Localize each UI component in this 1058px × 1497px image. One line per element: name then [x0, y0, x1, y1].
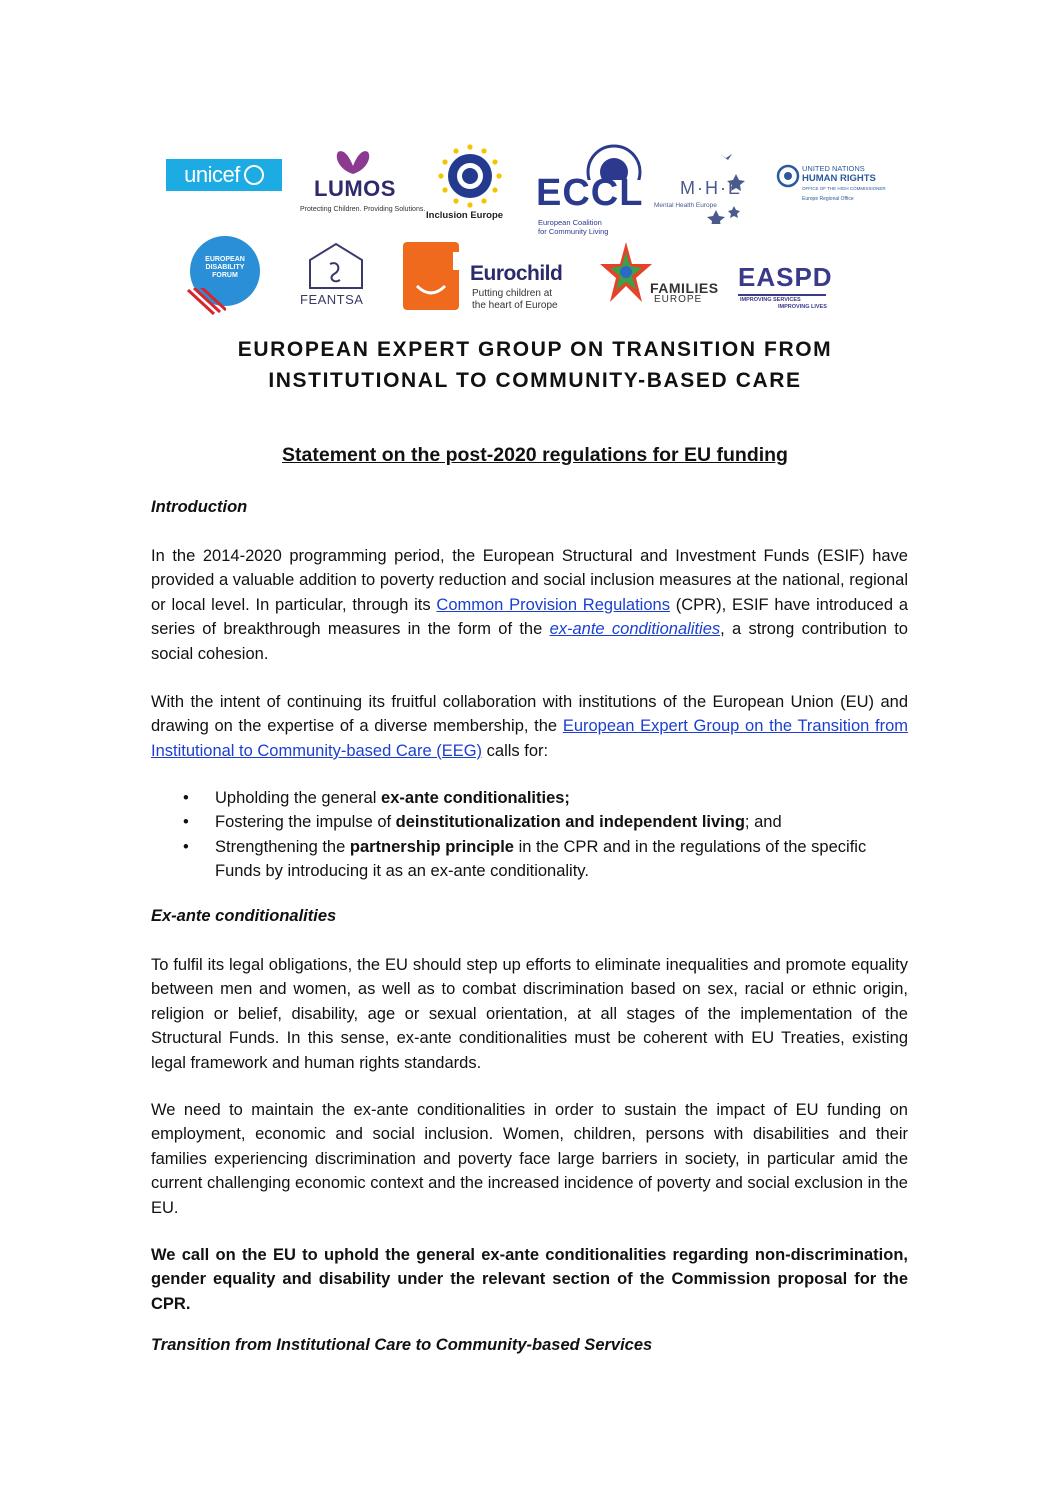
globe-icon — [244, 165, 264, 185]
un-human-rights-logo: UNITED NATIONS HUMAN RIGHTS OFFICE OF THE HIGH COMMISSIONER Europe Regional Office — [776, 160, 880, 216]
exante-heading: Ex-ante conditionalities — [151, 907, 337, 925]
exante-call-paragraph: We call on the EU to uphold the general ex-ante conditionalities regarding non-discrimination, gender equality and disability under the relevant section of the Commission proposal for the CPR. — [151, 1246, 908, 1313]
unicef-logo: unicef — [166, 159, 282, 191]
edf-stripes-icon — [186, 288, 226, 318]
eurochild-logo: Eurochild Putting children at the heart of Europe — [470, 262, 563, 311]
bullet-list — [151, 786, 908, 884]
exante-paragraph-2: We need to maintain the ex-ante conditionalities in order to sustain the impact of EU funding on employment, economic and social inclusion. Women, children, persons with disabilities and their families experiencing discrimination and poverty face large barriers in society, in particular amid the current challenging economic context and the increased incidence of poverty and social exclusion in the EU. — [151, 1101, 908, 1217]
easpd-logo: EASPD IMPROVING SERVICES IMPROVING LIVES — [738, 262, 833, 310]
eurochild-icon — [403, 242, 459, 310]
coface-logo: FAMILIES EUROPE — [600, 242, 710, 308]
coface-star-icon — [600, 242, 652, 306]
lumos-logo: LUMOS Protecting Children. Providing Solutions. — [300, 148, 406, 216]
inclusion-europe-emblem — [422, 142, 518, 208]
easpd-bar — [738, 294, 826, 296]
un-emblem-icon — [776, 162, 800, 196]
intro-heading: Introduction — [151, 498, 248, 516]
bullet-icon: • — [183, 813, 189, 832]
list-item: • Strengthening the partnership principle in the CPR and in the regulations of the specific Funds by introducing it as an ex-ante conditionality. — [151, 835, 908, 884]
cpr-link[interactable]: Common Provision Regulations — [436, 595, 670, 614]
european-disability-forum-logo: EUROPEAN DISABILITY FORUM — [190, 236, 262, 308]
butterfly-icon — [300, 148, 406, 178]
exante-paragraph-1: To fulfil its legal obligations, the EU should step up efforts to eliminate inequalities and promote equality between men and women, as well as to combat discrimination based on sex, racial or ethnic origin, religion or belief, disability, age or sexual orientation, at all stages of the implementation of the Structural Funds. In this sense, ex-ante conditionalities must be coherent with EU Treaties, existing legal framework and human rights standards. — [151, 956, 908, 1072]
eccl-logo: ECCL European Coalition for Community Living — [534, 142, 644, 232]
eeg-link[interactable]: European Expert Group on the Transition from Institutional to Community-based Care (EEG) — [151, 717, 909, 760]
list-item: • Fostering the impulse of deinstitutionalization and independent living; and — [151, 810, 908, 834]
bullet-icon: • — [183, 837, 189, 856]
ex-ante-link[interactable]: ex-ante conditionalities — [549, 620, 721, 639]
inclusion-europe-logo: Inclusion Europe — [422, 142, 518, 224]
house-icon — [300, 240, 372, 292]
transition-heading: Transition from Institutional Care to Community-based Services — [151, 1336, 653, 1354]
statement-title: Statement on the post-2020 regulations for EU funding — [282, 444, 788, 466]
group-title: EUROPEAN EXPERT GROUP ON TRANSITION FROM INSTITUTIONAL TO COMMUNITY-BASED CARE — [237, 338, 833, 392]
bullet-icon: • — [183, 789, 189, 807]
list-item: • Upholding the general ex-ante conditionalities; — [151, 786, 908, 810]
intro-paragraph-1: In the 2014-2020 programming period, the European Structural and Investment Funds (ESIF) have provided a valuable addition to poverty reduction and social inclusion measures at the national, regional or local level. In particular, through its Common Provision Regulations (CPR), ESIF have introduced a series of breakthrough measures in the form of the ex-ante conditionalities, a strong contribution to social cohesion. — [151, 547, 909, 663]
intro-paragraph-2: With the intent of continuing its fruitful collaboration with institutions of the European Union (EU) and drawing on the expertise of a diverse membership, the European Expert Group on the Transition from Institutional to Community-based Care (EEG) calls for: — [151, 693, 909, 760]
feantsa-logo: FEANTSA — [300, 240, 372, 310]
smile-icon — [403, 242, 459, 310]
mhe-logo: M·H·E Mental Health Europe — [652, 150, 752, 224]
